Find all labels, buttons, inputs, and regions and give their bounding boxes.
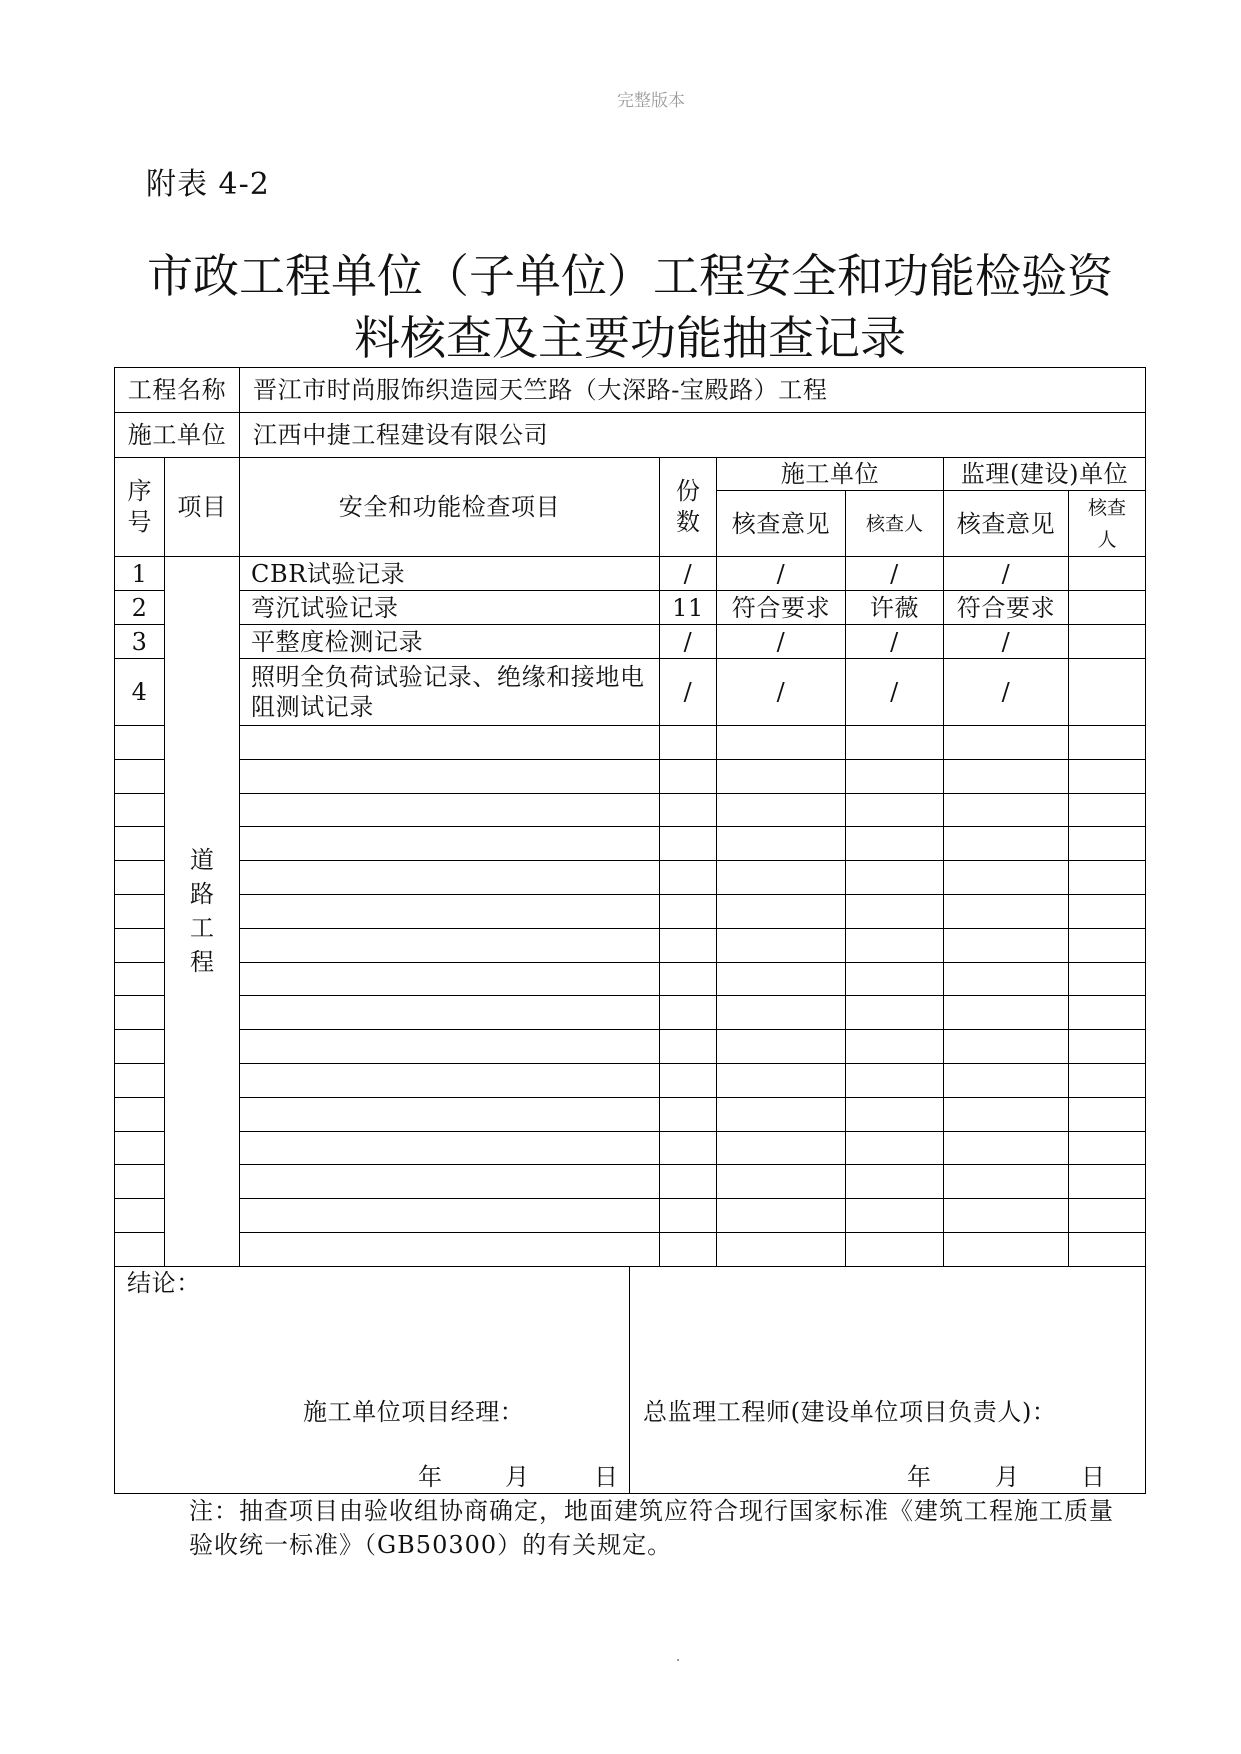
- contractor-checker-cell: [846, 1232, 944, 1266]
- contractor-checker-cell: [846, 1097, 944, 1131]
- contractor-opinion-cell: [717, 1097, 846, 1131]
- project-name-label: 工程名称: [115, 368, 240, 413]
- supervisor-opinion-cell: [944, 996, 1069, 1030]
- supervisor-date-month: 月: [995, 1462, 1020, 1491]
- contractor-checker-cell: [846, 726, 944, 760]
- blank-table-row: [115, 759, 1146, 793]
- check-item-cell: 平整度检测记录: [240, 625, 660, 659]
- blank-table-row: [115, 726, 1146, 760]
- check-item-cell: CBR试验记录: [240, 557, 660, 591]
- check-item-cell: [240, 861, 660, 895]
- copies-cell: [660, 1030, 717, 1064]
- supervisor-opinion-header: 核查意见: [944, 491, 1069, 557]
- supervisor-checker-cell: [1069, 726, 1146, 760]
- copies-cell: [660, 1199, 717, 1233]
- supervisor-checker-cell: [1069, 1030, 1146, 1064]
- contractor-opinion-cell: [717, 996, 846, 1030]
- supervisor-opinion-cell: [944, 1131, 1069, 1165]
- supervisor-opinion-cell: [944, 1165, 1069, 1199]
- check-item-cell: [240, 962, 660, 996]
- contractor-checker-cell: /: [846, 659, 944, 726]
- blank-table-row: [115, 1199, 1146, 1233]
- table-row: [115, 659, 1146, 726]
- page-header: 完整版本: [617, 91, 685, 111]
- blank-table-row: [115, 861, 1146, 895]
- blank-table-row: [115, 1165, 1146, 1199]
- check-item-header: 安全和功能检查项目: [240, 458, 660, 557]
- contractor-opinion-cell: [717, 1131, 846, 1165]
- supervisor-date-year: 年: [907, 1462, 932, 1491]
- contractor-opinion-cell: [717, 928, 846, 962]
- category-label: 道路工程: [189, 846, 214, 977]
- supervisor-date-day: 日: [1081, 1462, 1106, 1491]
- copies-header: [660, 458, 717, 557]
- blank-table-row: [115, 894, 1146, 928]
- supervisor-checker-cell: [1069, 793, 1146, 827]
- copies-cell: /: [660, 557, 717, 591]
- supervisor-opinion-cell: [944, 793, 1069, 827]
- seq-cell: [115, 928, 165, 962]
- category-cell: [165, 557, 240, 1267]
- copies-cell: [660, 759, 717, 793]
- supervisor-opinion-cell: [944, 962, 1069, 996]
- seq-cell: [115, 996, 165, 1030]
- contractor-opinion-cell: [717, 726, 846, 760]
- contractor-opinion-cell: /: [717, 557, 846, 591]
- contractor-opinion-cell: /: [717, 625, 846, 659]
- copies-cell: /: [660, 625, 717, 659]
- contractor-opinion-cell: /: [717, 659, 846, 726]
- blank-table-row: [115, 793, 1146, 827]
- contractor-opinion-header: 核查意见: [717, 491, 846, 557]
- contractor-checker-cell: [846, 894, 944, 928]
- supervisor-checker-cell: [1069, 557, 1146, 591]
- contractor-checker-cell: [846, 793, 944, 827]
- seq-cell: 2: [115, 591, 165, 625]
- contractor-checker-cell: [846, 996, 944, 1030]
- copies-cell: /: [660, 659, 717, 726]
- contractor-checker-cell: [846, 1063, 944, 1097]
- contractor-checker-cell: 许薇: [846, 591, 944, 625]
- blank-table-row: [115, 962, 1146, 996]
- blank-table-row: [115, 996, 1146, 1030]
- check-item-cell: [240, 1131, 660, 1165]
- seq-cell: [115, 726, 165, 760]
- seq-cell: [115, 1165, 165, 1199]
- supervisor-checker-header: [1069, 491, 1146, 557]
- contractor-opinion-cell: [717, 894, 846, 928]
- contractor-opinion-cell: [717, 962, 846, 996]
- supervisor-opinion-cell: [944, 1030, 1069, 1064]
- signature-divider: [629, 1266, 630, 1493]
- copies-cell: [660, 1097, 717, 1131]
- contractor-opinion-cell: [717, 1199, 846, 1233]
- category-header: 项目: [165, 458, 240, 557]
- project-name-row: [115, 368, 1146, 413]
- supervisor-checker-cell: [1069, 591, 1146, 625]
- blank-table-row: [115, 1131, 1146, 1165]
- contractor-opinion-cell: 符合要求: [717, 591, 846, 625]
- contractor-label: 施工单位: [115, 413, 240, 458]
- supervisor-checker-cell: [1069, 962, 1146, 996]
- supervisor-checker-cell: [1069, 894, 1146, 928]
- contractor-date-day: 日: [594, 1462, 619, 1491]
- seq-cell: [115, 759, 165, 793]
- copies-cell: [660, 1131, 717, 1165]
- footnote: 注：抽查项目由验收组协商确定，地面建筑应符合现行国家标准《建筑工程施工质量验收统一标准》（GB50300）的有关规定。: [189, 1497, 1114, 1559]
- check-item-cell: [240, 928, 660, 962]
- check-item-cell: [240, 1165, 660, 1199]
- footer-mark: .: [675, 1646, 681, 1665]
- supervisor-group-header: 监理(建设)单位: [944, 458, 1146, 491]
- supervisor-checker-header-label: 核查人: [1088, 496, 1127, 551]
- copies-cell: [660, 996, 717, 1030]
- appendix-label: 附表 4-2: [146, 167, 270, 202]
- seq-header: [115, 458, 165, 557]
- contractor-opinion-cell: [717, 1165, 846, 1199]
- contractor-checker-cell: [846, 928, 944, 962]
- check-item-cell: [240, 1030, 660, 1064]
- contractor-opinion-cell: [717, 861, 846, 895]
- check-item-cell: [240, 996, 660, 1030]
- copies-cell: [660, 1063, 717, 1097]
- supervisor-checker-cell: [1069, 625, 1146, 659]
- copies-cell: 11: [660, 591, 717, 625]
- supervisor-checker-cell: [1069, 759, 1146, 793]
- supervisor-checker-cell: [1069, 996, 1146, 1030]
- check-item-cell: [240, 1232, 660, 1266]
- conclusion-section: [115, 1266, 1146, 1493]
- supervisor-opinion-cell: 符合要求: [944, 591, 1069, 625]
- contractor-checker-cell: [846, 962, 944, 996]
- contractor-row: [115, 413, 1146, 458]
- check-item-cell: [240, 1063, 660, 1097]
- seq-cell: [115, 861, 165, 895]
- project-name-value: 晋江市时尚服饰织造园天竺路（大深路-宝殿路）工程: [240, 368, 1146, 413]
- supervisor-opinion-cell: [944, 726, 1069, 760]
- check-item-text: 照明全负荷试验记录、绝缘和接地电阻测试记录: [251, 663, 645, 721]
- conclusion-row: [115, 1266, 1146, 1493]
- copies-cell: [660, 962, 717, 996]
- contractor-checker-cell: /: [846, 625, 944, 659]
- seq-cell: [115, 894, 165, 928]
- copies-cell: [660, 793, 717, 827]
- seq-cell: [115, 1063, 165, 1097]
- supervisor-checker-cell: [1069, 659, 1146, 726]
- conclusion-label: 结论：: [127, 1268, 201, 1297]
- blank-table-row: [115, 1030, 1146, 1064]
- copies-cell: [660, 861, 717, 895]
- seq-cell: [115, 793, 165, 827]
- supervisor-checker-cell: [1069, 1232, 1146, 1266]
- contractor-opinion-cell: [717, 827, 846, 861]
- supervisor-checker-cell: [1069, 1097, 1146, 1131]
- blank-table-row: [115, 1097, 1146, 1131]
- seq-cell: 3: [115, 625, 165, 659]
- supervisor-opinion-cell: [944, 827, 1069, 861]
- contractor-opinion-cell: [717, 793, 846, 827]
- seq-cell: [115, 1232, 165, 1266]
- contractor-checker-cell: [846, 1131, 944, 1165]
- check-item-cell: [240, 827, 660, 861]
- supervisor-opinion-cell: /: [944, 659, 1069, 726]
- supervisor-opinion-cell: [944, 1232, 1069, 1266]
- supervisor-opinion-cell: [944, 1199, 1069, 1233]
- check-item-cell: [240, 894, 660, 928]
- table-row: [115, 625, 1146, 659]
- contractor-checker-cell: [846, 861, 944, 895]
- seq-cell: 1: [115, 557, 165, 591]
- conclusion-area: [115, 1267, 1145, 1493]
- contractor-opinion-cell: [717, 759, 846, 793]
- check-item-cell: [240, 793, 660, 827]
- supervisor-checker-cell: [1069, 1165, 1146, 1199]
- supervisor-opinion-cell: [944, 759, 1069, 793]
- table-row: [115, 591, 1146, 625]
- seq-cell: [115, 1097, 165, 1131]
- contractor-checker-cell: [846, 827, 944, 861]
- table-body: [115, 368, 1146, 1494]
- table-row: [115, 557, 1146, 591]
- copies-header-label: 份数: [675, 477, 700, 536]
- blank-table-row: [115, 928, 1146, 962]
- supervisor-opinion-cell: [944, 861, 1069, 895]
- document-title: 市政工程单位（子单位）工程安全和功能检验资料核查及主要功能抽查记录: [147, 249, 1113, 365]
- seq-cell: [115, 1131, 165, 1165]
- seq-cell: [115, 1030, 165, 1064]
- supervisor-checker-cell: [1069, 827, 1146, 861]
- supervisor-checker-cell: [1069, 928, 1146, 962]
- check-item-cell: [240, 1199, 660, 1233]
- supervisor-signatory-label: 总监理工程师(建设单位项目负责人)：: [643, 1397, 1057, 1426]
- seq-cell: [115, 827, 165, 861]
- seq-cell: 4: [115, 659, 165, 726]
- copies-cell: [660, 894, 717, 928]
- contractor-checker-cell: [846, 759, 944, 793]
- copies-cell: [660, 928, 717, 962]
- header-row-top: [115, 458, 1146, 491]
- supervisor-opinion-cell: [944, 1097, 1069, 1131]
- inspection-record-table: [114, 367, 1146, 1494]
- blank-table-row: [115, 1232, 1146, 1266]
- check-item-cell: [240, 759, 660, 793]
- blank-table-row: [115, 827, 1146, 861]
- seq-cell: [115, 962, 165, 996]
- contractor-checker-cell: [846, 1165, 944, 1199]
- supervisor-checker-cell: [1069, 1131, 1146, 1165]
- supervisor-opinion-cell: [944, 928, 1069, 962]
- copies-cell: [660, 726, 717, 760]
- supervisor-opinion-cell: [944, 1063, 1069, 1097]
- contractor-value: 江西中捷工程建设有限公司: [240, 413, 1146, 458]
- check-item-cell: [240, 1097, 660, 1131]
- seq-header-label: 序号: [127, 477, 152, 536]
- contractor-date-year: 年: [418, 1462, 443, 1491]
- check-item-cell: [240, 726, 660, 760]
- copies-cell: [660, 1165, 717, 1199]
- supervisor-opinion-cell: /: [944, 625, 1069, 659]
- contractor-signatory-label: 施工单位项目经理：: [303, 1397, 525, 1426]
- supervisor-checker-cell: [1069, 1199, 1146, 1233]
- contractor-group-header: 施工单位: [717, 458, 944, 491]
- copies-cell: [660, 827, 717, 861]
- contractor-opinion-cell: [717, 1232, 846, 1266]
- check-item-cell: [240, 659, 660, 726]
- supervisor-checker-cell: [1069, 1063, 1146, 1097]
- copies-cell: [660, 1232, 717, 1266]
- contractor-checker-cell: [846, 1199, 944, 1233]
- check-item-cell: 弯沉试验记录: [240, 591, 660, 625]
- contractor-checker-cell: [846, 1030, 944, 1064]
- contractor-date-month: 月: [505, 1462, 530, 1491]
- blank-table-row: [115, 1063, 1146, 1097]
- contractor-checker-cell: /: [846, 557, 944, 591]
- contractor-checker-header: 核查人: [846, 491, 944, 557]
- seq-cell: [115, 1199, 165, 1233]
- supervisor-opinion-cell: [944, 894, 1069, 928]
- contractor-opinion-cell: [717, 1063, 846, 1097]
- supervisor-checker-cell: [1069, 861, 1146, 895]
- supervisor-opinion-cell: /: [944, 557, 1069, 591]
- contractor-opinion-cell: [717, 1030, 846, 1064]
